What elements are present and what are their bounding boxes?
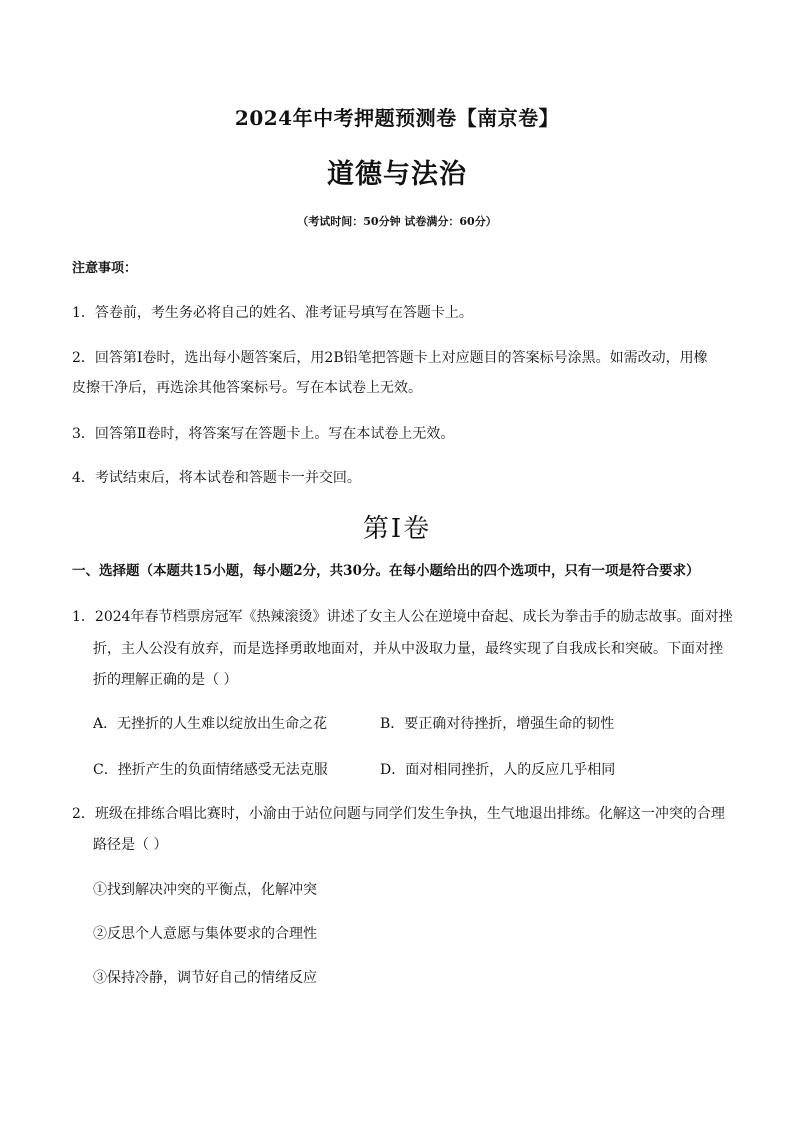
question-1-option-c: C．挫折产生的负面情绪感受无法克服 [93, 762, 328, 778]
question-1-option-d: D．面对相同挫折，人的反应几乎相同 [380, 762, 616, 778]
question-2-stem-continued: 路径是（ ） [93, 837, 168, 853]
exam-title: 2024年中考押题预测卷【南京卷】 [234, 106, 560, 130]
notice-item: 3．回答第Ⅱ卷时，将答案写在答题卡上。写在本试卷上无效。 [72, 426, 455, 442]
question-1-stem-continued: 折的理解正确的是（ ） [93, 672, 238, 688]
question-1-stem: 1．2024年春节档票房冠军《热辣滚烫》讲述了女主人公在逆境中奋起、成长为拳击手的励志故事。面对挫 [72, 609, 733, 625]
notice-item: 2．回答第Ⅰ卷时，选出每小题答案后，用2B铅笔把答题卡上对应题目的答案标号涂黑。如需改动，用橡 [72, 350, 708, 366]
notice-item-continued: 皮擦干净后，再选涂其他答案标号。写在本试卷上无效。 [72, 380, 422, 396]
question-1-option-a: A．无挫折的人生难以绽放出生命之花 [93, 716, 328, 732]
exam-info: （考试时间：50分钟 试卷满分：60分） [297, 215, 497, 228]
question-2-statement: ②反思个人意愿与集体要求的合理性 [93, 926, 317, 942]
question-2-statement: ③保持冷静，调节好自己的情绪反应 [93, 970, 317, 986]
question-2-stem: 2．班级在排练合唱比赛时，小渝由于站位问题与同学们发生争执，生气地退出排练。化解这一冲突的合理 [72, 806, 725, 822]
question-1-stem-continued: 折，主人公没有放弃，而是选择勇敢地面对，并从中汲取力量，最终实现了自我成长和突破。下面对挫 [93, 641, 723, 657]
question-1-option-b: B．要正确对待挫折，增强生命的韧性 [380, 716, 615, 732]
notice-title: 注意事项： [72, 261, 138, 276]
subject-title: 道德与法治 [327, 159, 467, 190]
notice-item: 1．答卷前，考生务必将自己的姓名、准考证号填写在答题卡上。 [72, 305, 473, 321]
question-2-statement: ①找到解决冲突的平衡点，化解冲突 [93, 882, 317, 898]
section-title: 第Ⅰ卷 [362, 514, 432, 544]
notice-item: 4．考试结束后，将本试卷和答题卡一并交回。 [72, 470, 361, 486]
part-heading: 一、选择题（本题共15小题，每小题2分，共30分。在每小题给出的四个选项中，只有一项是符合要求） [72, 563, 700, 579]
